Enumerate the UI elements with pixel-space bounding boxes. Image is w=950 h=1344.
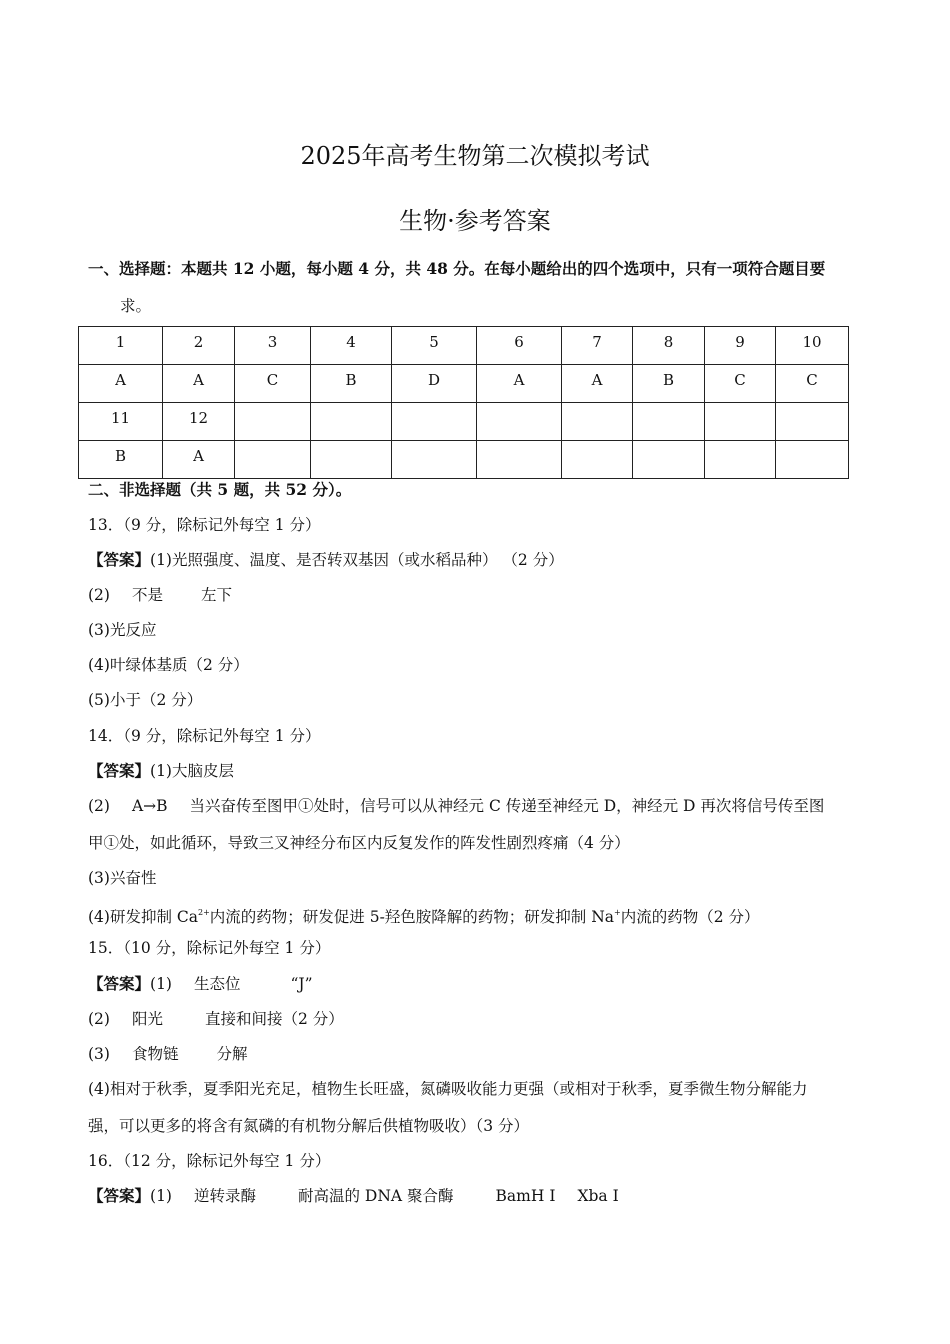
table-row xyxy=(79,365,849,403)
table-row xyxy=(79,441,849,479)
item-number: (2) xyxy=(88,797,110,815)
table-cell: 4 xyxy=(311,327,392,365)
item-number: (1) xyxy=(150,1187,172,1205)
q15-answer-4: (4)相对于秋季，夏季阳光充足，植物生长旺盛，氮磷吸收能力更强（或相对于秋季，夏季微生物分解能力 xyxy=(88,1080,808,1098)
answer-text: 直接和间接（2 分） xyxy=(204,1010,344,1028)
answer-text: 左下 xyxy=(200,586,232,604)
table-cell xyxy=(562,403,633,441)
q14-header: 14．（9 分，除标记外每空 1 分） xyxy=(88,727,321,745)
table-cell xyxy=(392,403,477,441)
q13-header: 13．（9 分，除标记外每空 1 分） xyxy=(88,516,321,534)
q14-answer-2-cont: 甲①处，如此循环，导致三叉神经分布区内反复发作的阵发性剧烈疼痛（4 分） xyxy=(88,834,630,852)
q15-header: 15．（10 分，除标记外每空 1 分） xyxy=(88,939,331,957)
table-cell xyxy=(776,403,849,441)
table-cell: D xyxy=(392,365,477,403)
document-title: 2025年高考生物第二次模拟考试 xyxy=(300,142,650,170)
q16-header: 16．（12 分，除标记外每空 1 分） xyxy=(88,1152,331,1170)
table-cell: C xyxy=(235,365,311,403)
table-cell: 9 xyxy=(705,327,776,365)
answer-label: 【答案】 xyxy=(88,550,151,569)
document-subtitle: 生物·参考答案 xyxy=(399,207,551,235)
section1-heading-cont: 求。 xyxy=(120,297,152,315)
answer-text: BamH Ⅰ xyxy=(495,1187,556,1205)
table-row xyxy=(79,403,849,441)
table-cell xyxy=(311,403,392,441)
table-cell xyxy=(235,441,311,479)
table-cell: C xyxy=(776,365,849,403)
item-number: (3) xyxy=(88,1045,110,1063)
q13-answer-5: (5)小于（2 分） xyxy=(88,691,203,709)
table-cell: C xyxy=(705,365,776,403)
table-cell xyxy=(705,403,776,441)
answer-text: (1)光照强度、温度、是否转双基因（或水稻品种） （2 分） xyxy=(150,551,564,569)
answer-table xyxy=(78,326,849,479)
answer-text: Xba Ⅰ xyxy=(577,1187,619,1205)
answer-text: 分解 xyxy=(216,1045,248,1063)
answer-text: (4)研发抑制 Ca xyxy=(88,908,198,926)
section1-heading: 一、选择题：本题共 12 小题，每小题 4 分，共 48 分。在每小题给出的四个选项中，只有一项符合题目要 xyxy=(88,259,826,278)
table-cell: 6 xyxy=(477,327,562,365)
table-cell: A xyxy=(163,365,235,403)
table-cell: B xyxy=(633,365,705,403)
table-cell xyxy=(562,441,633,479)
table-cell: 8 xyxy=(633,327,705,365)
table-cell xyxy=(633,441,705,479)
q13-answer-4: (4)叶绿体基质（2 分） xyxy=(88,656,249,674)
answer-label: 【答案】 xyxy=(88,761,151,780)
answer-label: 【答案】 xyxy=(88,974,151,993)
superscript: + xyxy=(614,908,621,917)
answer-text: 当兴奋传至图甲①处时，信号可以从神经元 C 传递至神经元 D，神经元 D 再次将信号传至图 xyxy=(189,797,825,815)
table-cell: 3 xyxy=(235,327,311,365)
table-cell xyxy=(477,441,562,479)
q15-answer-4-cont: 强，可以更多的将含有氮磷的有机物分解后供植物吸收）（3 分） xyxy=(88,1117,530,1135)
q15-answer-2 xyxy=(88,1009,344,1029)
table-cell: 12 xyxy=(163,403,235,441)
superscript: 2+ xyxy=(197,908,210,917)
answer-text: 逆转录酶 xyxy=(193,1187,256,1205)
table-cell: 2 xyxy=(163,327,235,365)
answer-text: 耐高温的 DNA 聚合酶 xyxy=(298,1187,454,1205)
table-cell: A xyxy=(477,365,562,403)
q15-answer-3 xyxy=(88,1044,248,1064)
q13-answer-1 xyxy=(88,550,564,570)
item-number: (2) xyxy=(88,1010,110,1028)
table-row xyxy=(79,327,849,365)
item-number: (1) xyxy=(150,975,172,993)
table-cell xyxy=(311,441,392,479)
table-cell: A xyxy=(163,441,235,479)
item-number: (2) xyxy=(88,586,110,604)
answer-text: A→B xyxy=(131,797,168,815)
table-cell: A xyxy=(562,365,633,403)
answer-text: 不是 xyxy=(131,586,163,604)
table-cell xyxy=(633,403,705,441)
answer-label: 【答案】 xyxy=(88,1186,151,1205)
section2-heading: 二、非选择题（共 5 题，共 52 分）。 xyxy=(88,480,352,499)
answer-text: 生态位 xyxy=(193,975,241,993)
table-cell xyxy=(235,403,311,441)
table-cell: B xyxy=(311,365,392,403)
q13-answer-2 xyxy=(88,585,232,605)
q16-answer-1 xyxy=(88,1186,619,1206)
q13-answer-3: (3)光反应 xyxy=(88,621,157,639)
table-cell: B xyxy=(79,441,163,479)
table-cell: 11 xyxy=(79,403,163,441)
q14-answer-2 xyxy=(88,796,824,816)
answer-text: (1)大脑皮层 xyxy=(150,762,234,780)
table-cell: 1 xyxy=(79,327,163,365)
answer-text: 阳光 xyxy=(131,1010,163,1028)
answer-text: 食物链 xyxy=(131,1045,179,1063)
answer-text: “J” xyxy=(290,975,313,993)
q15-answer-1 xyxy=(88,974,313,994)
table-cell xyxy=(776,441,849,479)
table-cell: 10 xyxy=(776,327,849,365)
q14-answer-1 xyxy=(88,761,234,781)
answer-text: 内流的药物；研发促进 5-羟色胺降解的药物；研发抑制 Na xyxy=(209,908,615,926)
table-cell xyxy=(477,403,562,441)
table-cell xyxy=(392,441,477,479)
table-cell: 7 xyxy=(562,327,633,365)
q14-answer-4 xyxy=(88,903,760,927)
table-cell: A xyxy=(79,365,163,403)
answer-text: 内流的药物（2 分） xyxy=(620,908,760,926)
q14-answer-3: (3)兴奋性 xyxy=(88,869,157,887)
table-cell xyxy=(705,441,776,479)
table-cell: 5 xyxy=(392,327,477,365)
